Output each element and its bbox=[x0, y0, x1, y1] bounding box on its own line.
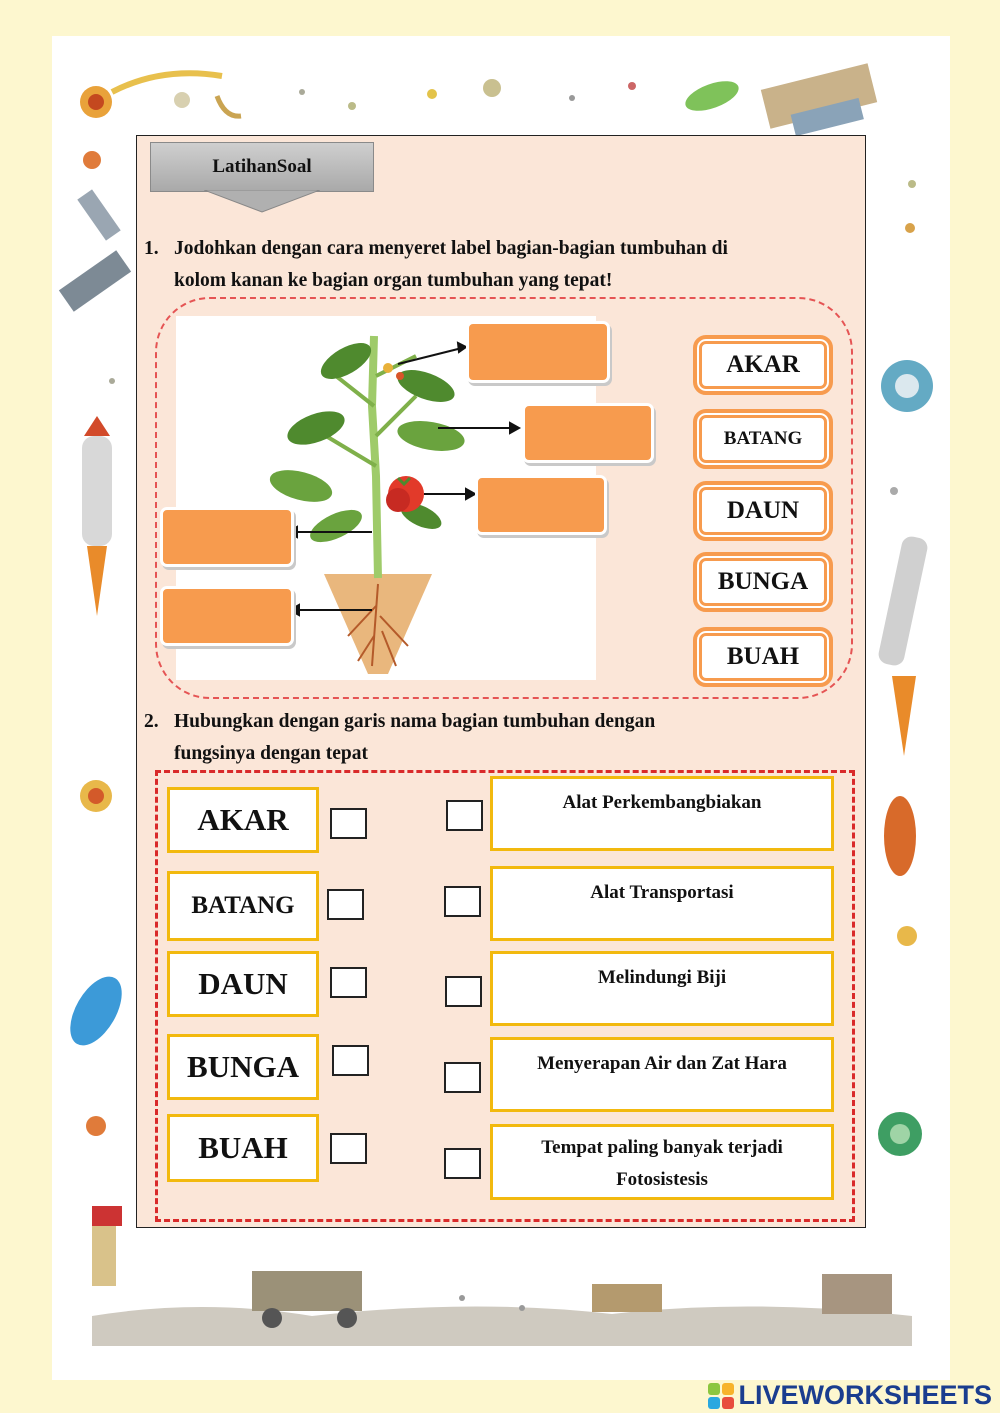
question-2-number: 2. bbox=[144, 711, 159, 732]
liveworksheets-brand bbox=[708, 1380, 992, 1411]
connector-left-batang[interactable] bbox=[327, 889, 364, 920]
connector-left-daun[interactable] bbox=[330, 967, 367, 998]
part-box-akar bbox=[167, 787, 319, 853]
drop-slot-root[interactable] bbox=[160, 586, 294, 646]
question-2-line-1: Hubungkan dengan garis nama bagian tumbuhan dengan bbox=[174, 711, 656, 732]
part-label: AKAR bbox=[197, 802, 289, 837]
exercise-title: LatihanSoal bbox=[212, 156, 312, 177]
connector-left-bunga[interactable] bbox=[332, 1045, 369, 1076]
connector-right-3[interactable] bbox=[445, 976, 482, 1007]
part-box-bunga bbox=[167, 1034, 319, 1100]
connector-right-1[interactable] bbox=[446, 800, 483, 831]
question-1-line-1: Jodohkan dengan cara menyeret label bagian-bagian tumbuhan di bbox=[174, 238, 728, 259]
question-1-instructions bbox=[144, 233, 728, 297]
function-box-3 bbox=[490, 951, 834, 1026]
function-text-line-1: Tempat paling banyak terjadi bbox=[541, 1137, 783, 1158]
function-text: Alat Transportasi bbox=[590, 882, 734, 903]
drag-label-batang[interactable] bbox=[693, 409, 833, 469]
exercise-title-banner bbox=[150, 142, 374, 192]
drag-label-text: AKAR bbox=[726, 351, 800, 378]
brand-name: LIVEWORKSHEETS bbox=[738, 1380, 992, 1410]
connector-left-buah[interactable] bbox=[330, 1133, 367, 1164]
function-text: Melindungi Biji bbox=[597, 967, 727, 988]
part-label: BATANG bbox=[191, 892, 295, 919]
top-border-icons bbox=[80, 63, 877, 136]
drag-label-text: BUAH bbox=[726, 643, 800, 670]
drop-slot-stem[interactable] bbox=[160, 507, 294, 567]
connector-left-akar[interactable] bbox=[330, 808, 367, 839]
right-border-icons bbox=[877, 180, 933, 1156]
drag-label-text: BUNGA bbox=[717, 568, 809, 595]
function-box-4 bbox=[490, 1037, 834, 1112]
liveworksheets-logo-icon bbox=[708, 1383, 734, 1409]
bottom-border-icons bbox=[92, 1271, 912, 1346]
drag-label-akar[interactable] bbox=[693, 335, 833, 395]
drop-slot-leaf[interactable] bbox=[522, 403, 654, 463]
question-1-number: 1. bbox=[144, 238, 159, 259]
connector-right-4[interactable] bbox=[444, 1062, 481, 1093]
drag-label-text: DAUN bbox=[726, 497, 800, 524]
drag-label-bunga[interactable] bbox=[693, 552, 833, 612]
function-box-5 bbox=[490, 1124, 834, 1200]
connector-right-2[interactable] bbox=[444, 886, 481, 917]
question-2-line-2: fungsinya dengan tepat bbox=[174, 743, 368, 764]
drop-slot-flower[interactable] bbox=[466, 321, 610, 383]
part-box-daun bbox=[167, 951, 319, 1017]
left-border-icons bbox=[59, 151, 132, 1286]
part-box-buah bbox=[167, 1114, 319, 1182]
part-label: BUNGA bbox=[187, 1049, 299, 1084]
down-arrow-icon bbox=[204, 190, 320, 214]
drop-slot-fruit[interactable] bbox=[475, 475, 607, 535]
drag-label-text: BATANG bbox=[723, 428, 803, 449]
function-text: Alat Perkembangbiakan bbox=[562, 792, 762, 813]
question-1-line-2: kolom kanan ke bagian organ tumbuhan yang tepat! bbox=[174, 270, 613, 291]
function-box-2 bbox=[490, 866, 834, 941]
part-label: DAUN bbox=[198, 966, 288, 1001]
part-box-batang bbox=[167, 871, 319, 941]
question-2-instructions bbox=[144, 706, 655, 770]
part-label: BUAH bbox=[198, 1130, 288, 1165]
drag-label-buah[interactable] bbox=[693, 627, 833, 687]
function-text-line-2: Fotosistesis bbox=[616, 1169, 708, 1190]
function-text: Menyerapan Air dan Zat Hara bbox=[537, 1053, 787, 1074]
drag-label-daun[interactable] bbox=[693, 481, 833, 541]
connector-right-5[interactable] bbox=[444, 1148, 481, 1179]
function-box-1 bbox=[490, 776, 834, 851]
